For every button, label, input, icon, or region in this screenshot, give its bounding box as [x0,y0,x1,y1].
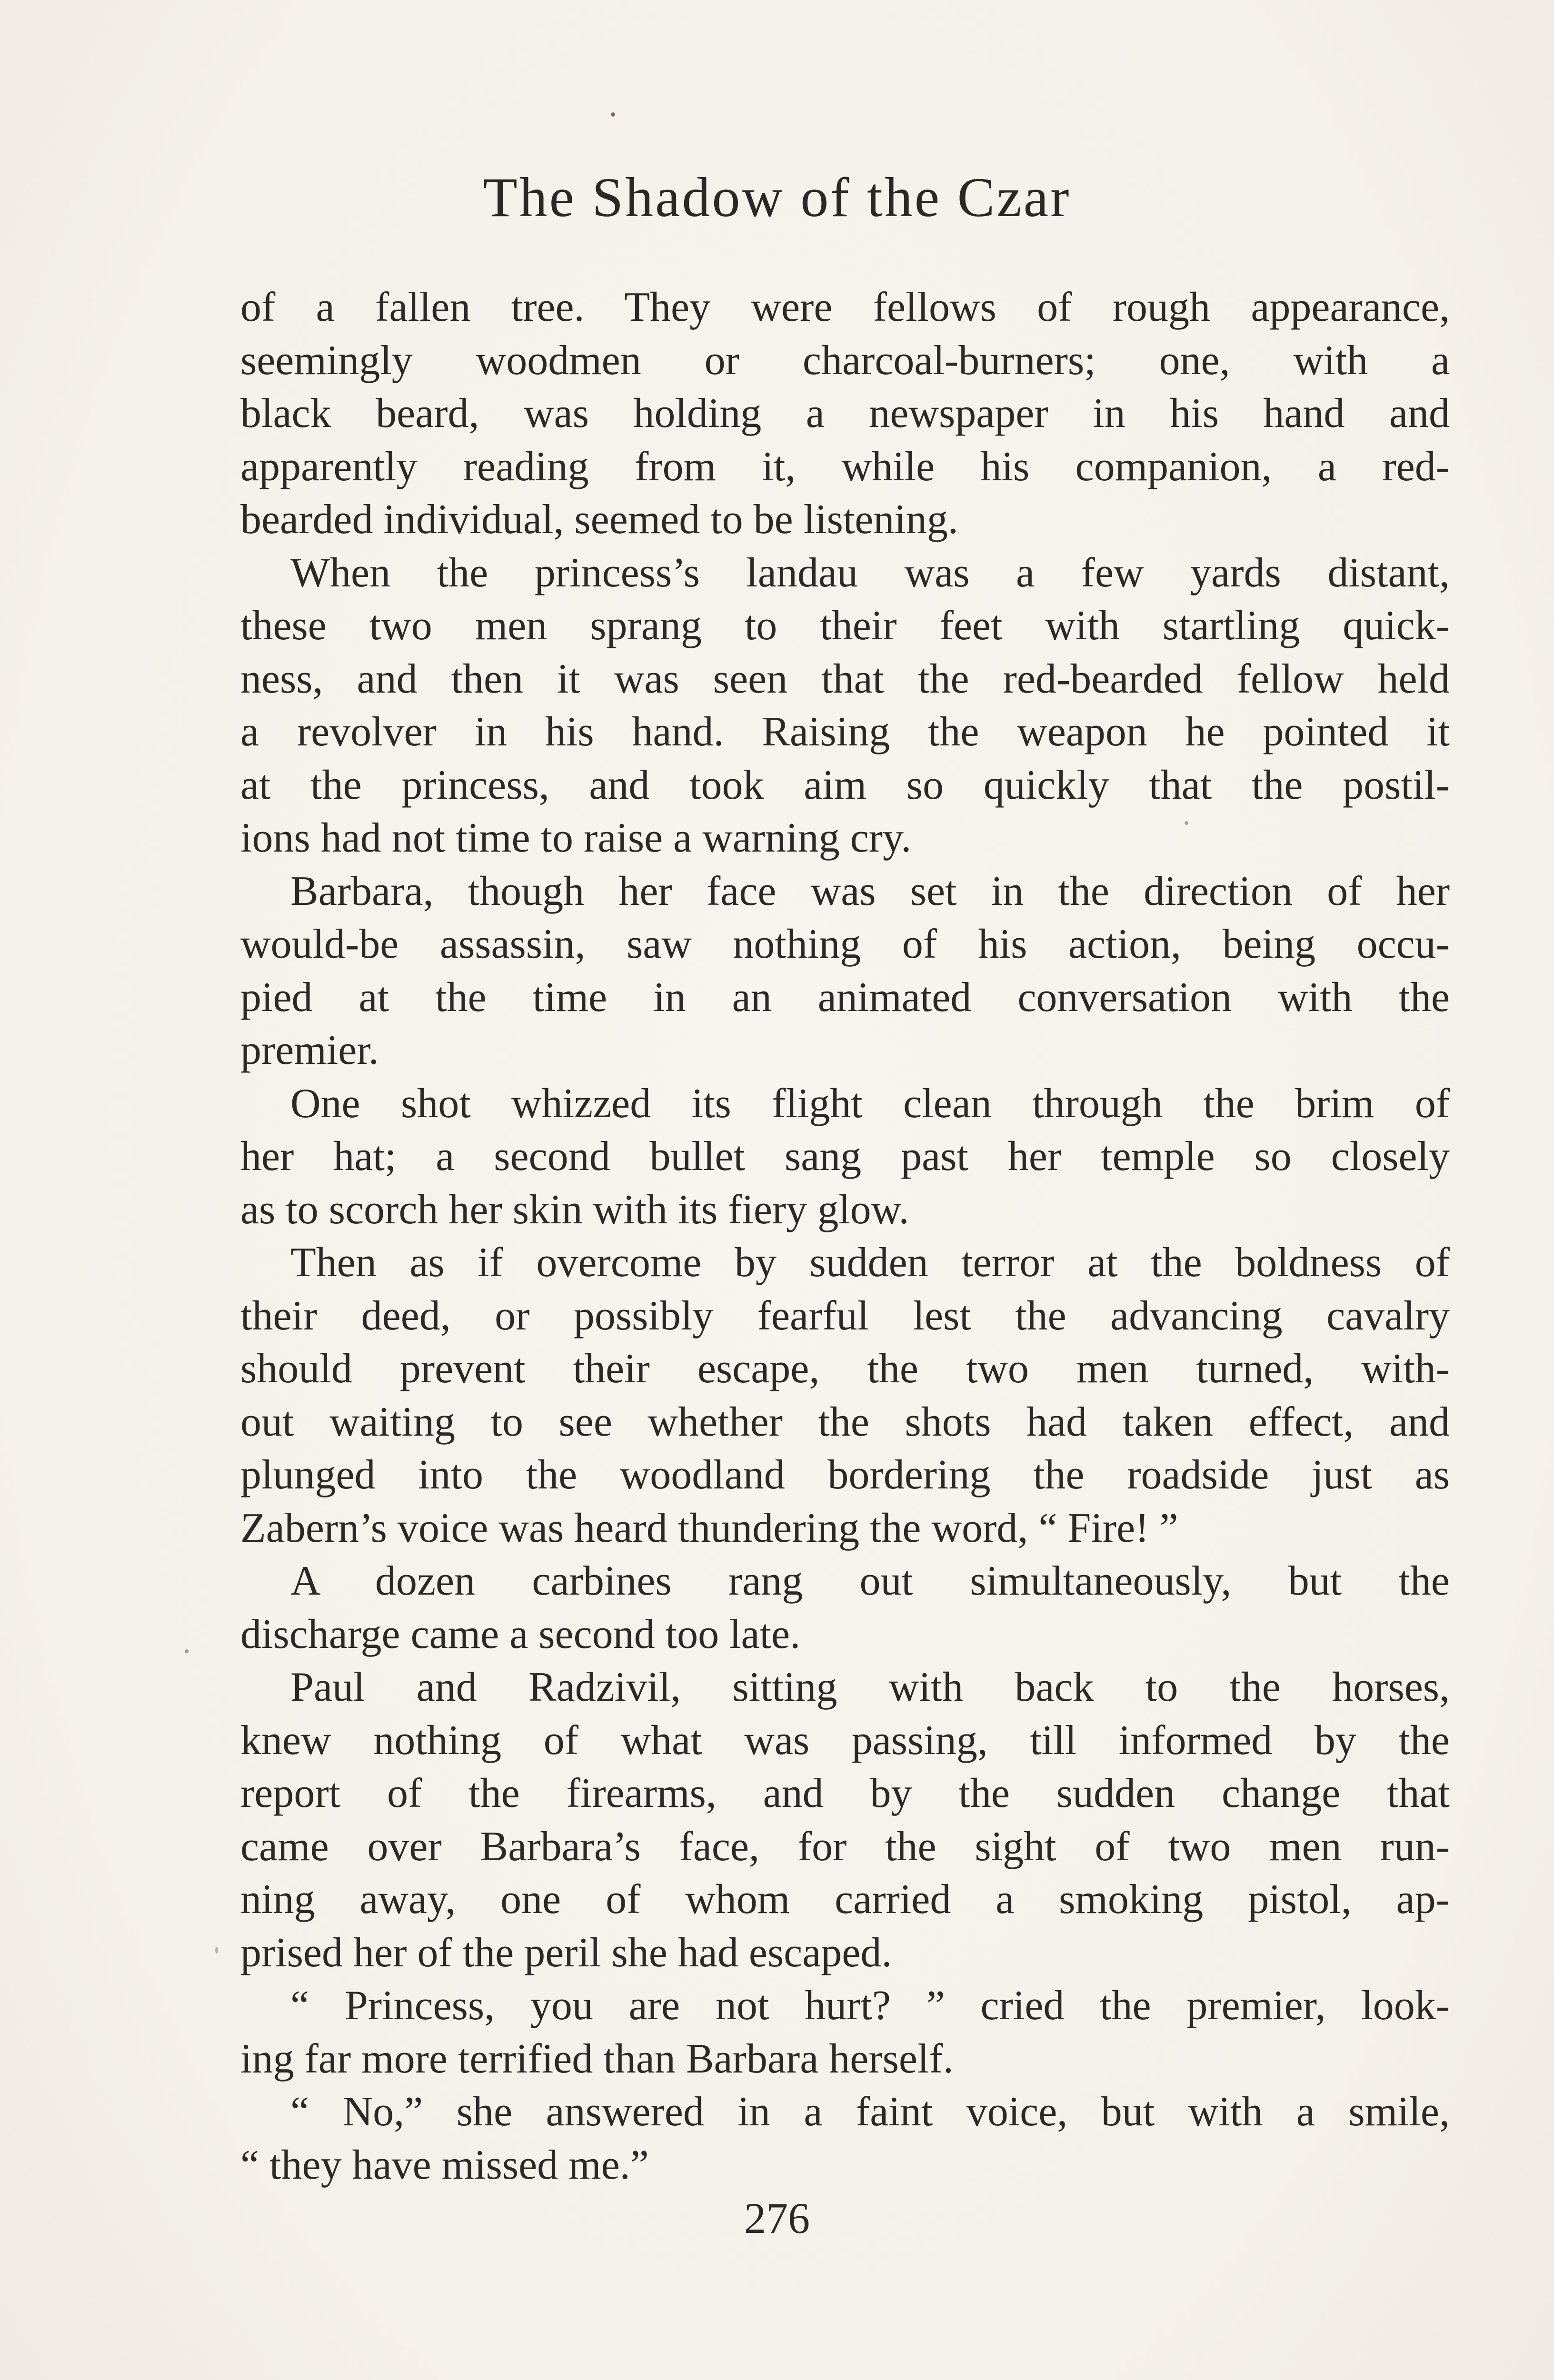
text-line: premier. [240,1027,379,1073]
text-line: apparently reading from it, while his companion, a red- [240,443,1450,490]
page-number: 276 [744,2194,810,2242]
paragraph [240,1077,1450,1237]
text-line: Paul and Radzivil, sitting with back to the horses, [290,1664,1450,1710]
text-line: prised her of the peril she had escaped. [240,1929,892,1976]
text-line: at the princess, and took aim so quickly that the postil- [240,762,1450,808]
paper-speck [611,112,615,117]
text-line: as to scorch her skin with its fiery glow. [240,1186,909,1233]
paragraph [240,2085,1450,2192]
text-line: a revolver in his hand. Raising the weapon he pointed it [240,709,1450,755]
text-line: pied at the time in an animated conversation with the [240,974,1450,1021]
text-line: When the princess’s landau was a few yards distant, [290,549,1450,596]
text-line: their deed, or possibly fearful lest the advancing cavalry [240,1292,1450,1339]
text-line: black beard, was holding a newspaper in his hand and [240,390,1450,436]
text-line: Then as if overcome by sudden terror at the boldness of [290,1240,1450,1286]
text-line: “ they have missed me.” [240,2142,649,2188]
text-line: would-be assassin, saw nothing of his action, being occu- [240,921,1450,967]
body-text [240,281,1450,2192]
running-head: The Shadow of the Czar [483,166,1071,228]
text-line: discharge came a second too late. [240,1611,801,1657]
text-line: “ Princess, you are not hurt? ” cried the premier, look- [290,1983,1450,2029]
paragraph [240,546,1450,865]
paragraph [240,1661,1450,1979]
paragraph [240,1979,1450,2085]
text-line: of a fallen tree. They were fellows of rough appearance, [240,284,1450,330]
text-line: ness, and then it was seen that the red-bearded fellow held [240,655,1450,702]
text-line: came over Barbara’s face, for the sight of two men run- [240,1823,1450,1870]
paragraph [240,865,1450,1077]
text-line: ing far more terrified than Barbara herself. [240,2035,954,2082]
text-line: these two men sprang to their feet with startling quick- [240,603,1450,649]
text-line: her hat; a second bullet sang past her temple so closely [240,1133,1450,1180]
text-line: bearded individual, seemed to be listening. [240,496,958,543]
paragraph [240,1555,1450,1661]
text-line: report of the firearms, and by the sudden change that [240,1770,1450,1816]
text-line: ions had not time to raise a warning cry. [240,815,912,861]
text-line: A dozen carbines rang out simultaneously, but the [290,1558,1450,1604]
text-line: One shot whizzed its flight clean through the brim of [290,1080,1450,1127]
text-line: knew nothing of what was passing, till informed by the [240,1717,1450,1764]
paragraph [240,1236,1450,1555]
text-line: “ No,” she answered in a faint voice, but with a smile, [290,2089,1450,2135]
paragraph [240,281,1450,546]
text-line: seemingly woodmen or charcoal-burners; one, with a [240,337,1450,384]
text-line: Barbara, though her face was set in the direction of her [290,868,1450,914]
text-line: out waiting to see whether the shots had taken effect, and [240,1398,1450,1445]
text-line: Zabern’s voice was heard thundering the word, “ Fire! ” [240,1505,1178,1551]
text-line: should prevent their escape, the two men turned, with- [240,1346,1450,1392]
text-line: ning away, one of whom carried a smoking pistol, ap- [240,1876,1450,1923]
paper-speck [215,1947,218,1954]
text-line: plunged into the woodland bordering the roadside just as [240,1452,1450,1498]
paper-speck [185,1649,189,1653]
